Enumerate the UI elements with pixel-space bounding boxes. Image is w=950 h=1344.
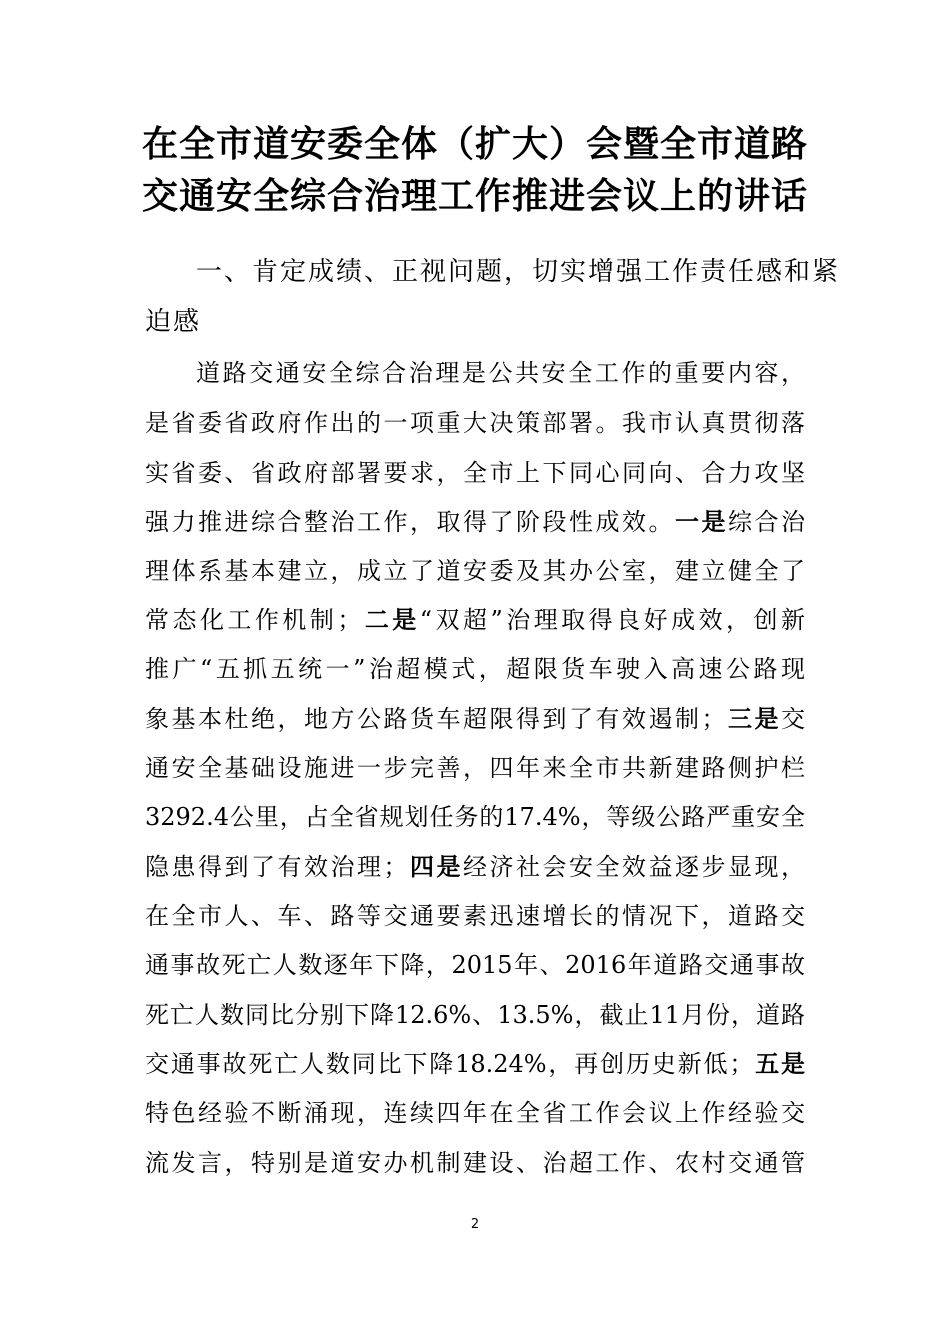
- body-line: 隐患得到了有效治理；四是经济社会安全效益逐步显现，: [145, 852, 805, 881]
- body-line: 象基本杜绝，地方公路货车超限得到了有效遏制；三是交: [145, 704, 805, 733]
- body-line: 流发言，特别是道安办机制建设、治超工作、农村交通管: [145, 1149, 805, 1177]
- document-title-line-1: 在全市道安委全体（扩大）会暨全市道路: [141, 123, 808, 165]
- body-line: 交通事故死亡人数同比下降18.24%，再创历史新低；五是: [145, 1049, 806, 1078]
- body-line: 推广“五抓五统一”治超模式，超限货车驶入高速公路现: [145, 655, 805, 683]
- emphasis-marker: 一是: [675, 507, 728, 536]
- emphasis-marker: 五是: [753, 1049, 806, 1078]
- body-line: 理体系基本建立，成立了道安委及其办公室，建立健全了: [145, 557, 805, 585]
- body-line: 常态化工作机制；二是“双超”治理取得良好成效，创新: [145, 605, 806, 634]
- section-heading-line-1: 一、肯定成绩、正视问题，切实增强工作责任感和紧: [196, 257, 841, 287]
- section-heading-line-2: 迫感: [145, 307, 202, 337]
- emphasis-marker: 三是: [725, 704, 781, 733]
- body-line: 通安全基础设施进一步完善，四年来全市共新建路侧护栏: [145, 754, 805, 782]
- body-line: 在全市人、车、路等交通要素迅速增长的情况下，道路交: [145, 902, 805, 930]
- body-line: 特色经验不断涌现，连续四年在全省工作会议上作经验交: [145, 1099, 805, 1127]
- page-number: 2: [470, 1217, 480, 1232]
- body-line: 道路交通安全综合治理是公共安全工作的重要内容，: [196, 359, 805, 387]
- body-line: 实省委、省政府部署要求，全市上下同心同向、合力攻坚: [145, 459, 805, 487]
- body-line: 是省委省政府作出的一项重大决策部署。我市认真贯彻落: [145, 409, 805, 437]
- document-title-line-2: 交通安全综合治理工作推进会议上的讲话: [141, 175, 808, 217]
- body-line: 通事故死亡人数逐年下降，2015年、2016年道路交通事故: [145, 951, 805, 979]
- body-line: 强力推进综合整治工作，取得了阶段性成效。一是综合治: [145, 507, 805, 536]
- body-line: 3292.4公里，占全省规划任务的17.4%，等级公路严重安全: [145, 803, 805, 831]
- body-line: 死亡人数同比分别下降12.6%、13.5%，截止11月份，道路: [145, 1001, 805, 1029]
- emphasis-marker: 四是: [407, 852, 463, 881]
- emphasis-marker: 二是: [361, 605, 420, 634]
